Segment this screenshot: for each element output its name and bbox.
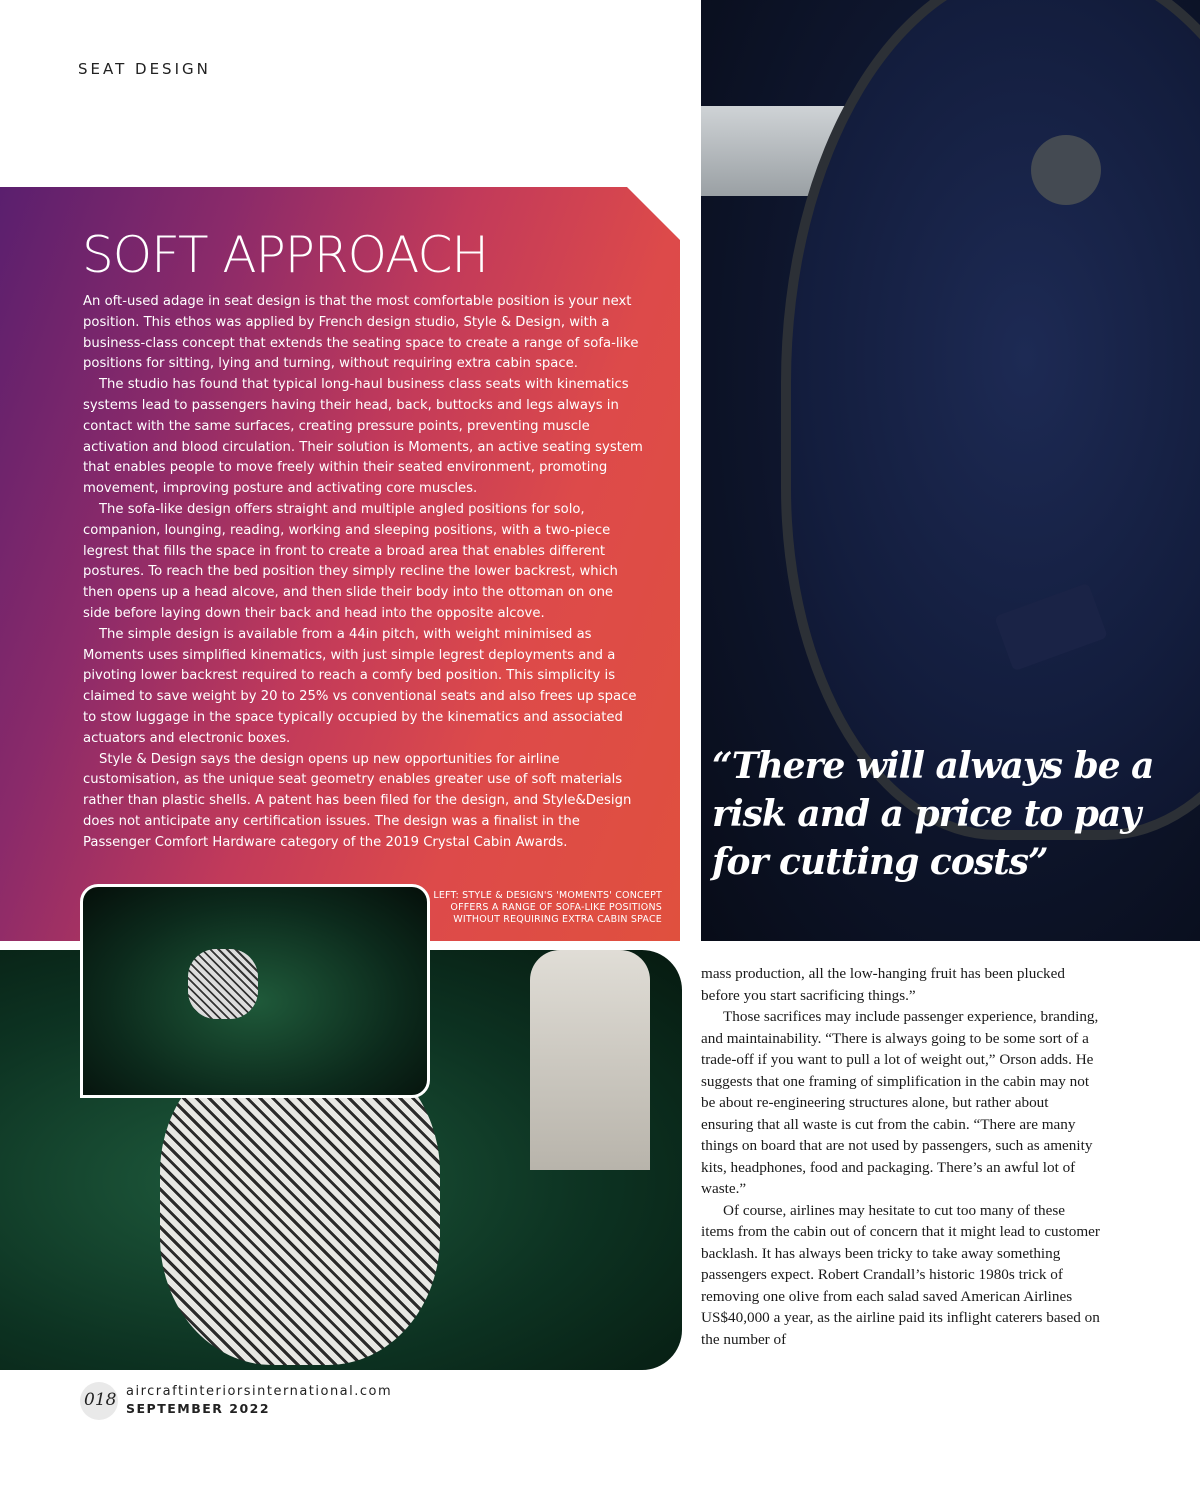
section-label: SEAT DESIGN bbox=[78, 60, 211, 78]
patterned-pillow bbox=[188, 949, 258, 1019]
sidebar-title: SOFT APPROACH bbox=[82, 226, 488, 284]
seat-handle bbox=[1031, 135, 1101, 205]
cabin-inset-photo bbox=[80, 884, 430, 1098]
sidebar-paragraph: The studio has found that typical long-haul business class seats with kinematics systems lead to passengers having their head, back, buttocks and legs always in contact with the same surfaces, creating pressure points, preventing muscle activation and blood circulation. Their solution is Moments, an active seating system that enables people to move freely within their seated environment, promoting movement, improving posture and activating core muscles. bbox=[83, 377, 643, 497]
page-number: 018 bbox=[84, 1390, 117, 1410]
sidebar-paragraph: Style & Design says the design opens up new opportunities for airline customisation, as the unique seat geometry enables greater use of soft materials rather than plastic shells. A patent has been filed for the design, and Style&Design does not anticipate any certification issues. The design was a finalist in the Passenger Comfort Hardware category of the 2019 Crystal Cabin Awards. bbox=[83, 751, 632, 850]
photo-caption: LEFT: STYLE & DESIGN'S 'MOMENTS' CONCEPT OFFERS A RANGE OF SOFA-LIKE POSITIONS WITHOUT REQUIRING EXTRA CABIN SPACE bbox=[433, 890, 662, 925]
sidebar-paragraph: The simple design is available from a 44in pitch, with weight minimised as Moments uses simplified kinematics, with just simple legrest deployments and a pivoting lower backrest required to reach a comfy bed position. This simplicity is claimed to save weight by 20 to 25% vs conventional seats and also frees up space to stow luggage in the space typically occupied by the kinematics and associated actuators and electronic boxes. bbox=[83, 626, 637, 746]
seat-screen bbox=[530, 950, 650, 1170]
pull-quote: “There will always be a risk and a price to pay for cutting costs” bbox=[712, 745, 1154, 883]
article-paragraph: mass production, all the low-hanging fruit has been plucked before you start sacrificing things.” bbox=[701, 965, 1065, 1004]
sidebar-paragraph: An oft-used adage in seat design is that the most comfortable position is your next position. This ethos was applied by French design studio, Style & Design, with a business-class concept that extends the seating space to create a range of sofa-like positions for sitting, lying and turning, without requiring extra cabin space. bbox=[83, 294, 639, 372]
footer-website-link[interactable]: aircraftinteriorsinternational.com bbox=[126, 1384, 393, 1399]
seat-shell bbox=[781, 0, 1200, 840]
article-paragraph: Those sacrifices may include passenger experience, branding, and maintainability. “There is always going to be some sort of a trade-off if you want to pull a lot of weight out,” Orson adds. He suggests that one framing of simplification in the cabin may not be about re-engineering structures alone, but rather about ensuring that all waste is cut from the cabin. “There are many things on board that are not used by passengers, such as amenity kits, headphones, food and packaging. There’s an awful lot of waste.” bbox=[701, 1008, 1099, 1197]
footer-date: SEPTEMBER 2022 bbox=[126, 1401, 271, 1416]
sidebar-body bbox=[83, 292, 643, 854]
article-body bbox=[701, 963, 1101, 1350]
sidebar-paragraph: The sofa-like design offers straight and multiple angled positions for solo, companion, lounging, reading, working and sleeping positions, with a two-piece legrest that fills the space in front to create a broad area that enables different postures. To reach the bed position they simply recline the lower backrest, which then opens up a head alcove, and then slide their body into the ottoman on one side before laying down their back and head into the opposite alcove. bbox=[83, 501, 618, 621]
article-paragraph: Of course, airlines may hesitate to cut too many of these items from the cabin out of concern that it might lead to customer backlash. It has always been tricky to take away something passengers expect. Robert Crandall’s historic 1980s trick of removing one olive from each salad saved American Airlines US$40,000 a year, as the airline paid its inflight caterers based on the number of bbox=[701, 1201, 1100, 1348]
